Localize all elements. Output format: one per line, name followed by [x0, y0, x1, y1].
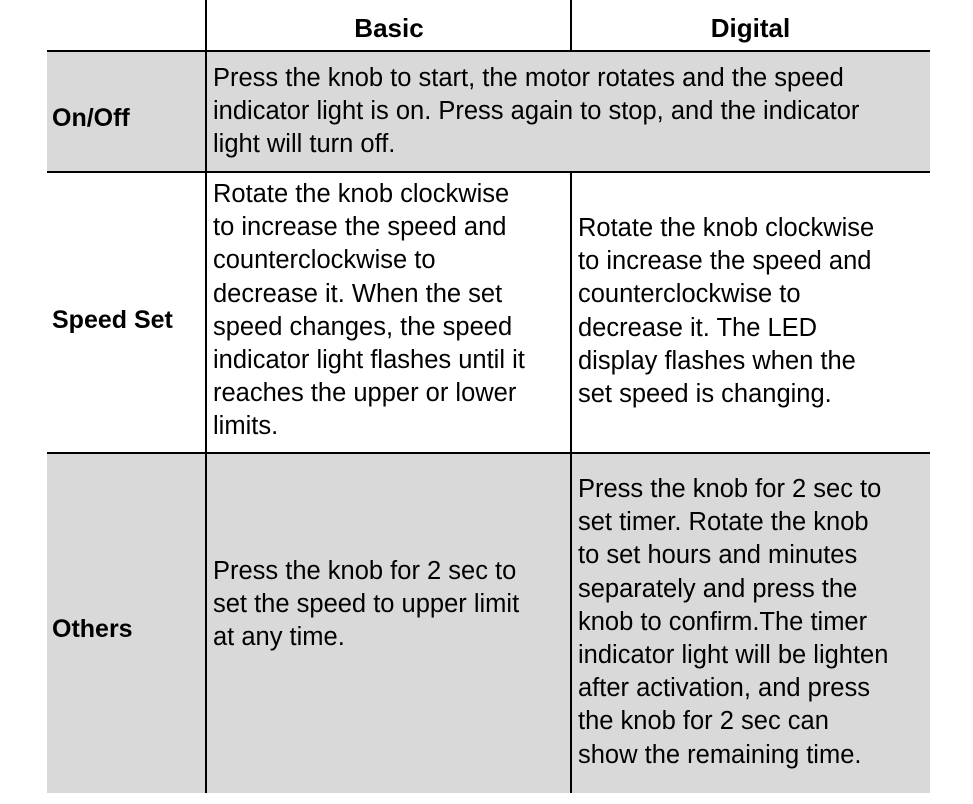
grid-line-column-divider — [570, 172, 572, 793]
cell-speed-set-digital: Rotate the knob clockwise to increase the speed and counterclockwise to decrease it. The LED display flashes when the set speed is changing. — [578, 214, 875, 409]
header-digital: Digital — [710, 12, 791, 43]
cell-speed-set-basic: Rotate the knob clockwise to increase the speed and counterclockwise to decrease it. When the set speed changes, the speed indicator light flashes until it reaches the upper or lower limits. — [213, 180, 525, 441]
cell-others-digital: Press the knob for 2 sec to set timer. Rotate the knob to set hours and minutes separately and press the knob to confirm.The timer indicator light will be lighten after activation, and press the knob for 2 sec can show the remaining time. — [578, 475, 889, 769]
grid-line-header-divider — [570, 0, 572, 51]
row-label-speed-set: Speed Set — [52, 306, 173, 334]
grid-line-label-column — [205, 0, 207, 793]
header-basic: Basic — [354, 12, 424, 43]
cell-others-basic: Press the knob for 2 sec to set the speed to upper limit at any time. — [213, 557, 520, 652]
cell-onoff-merged: Press the knob to start, the motor rotates and the speed indicator light is on. Press again to stop, and the indicator light will turn off. — [213, 64, 860, 159]
row-label-onoff: On/Off — [52, 104, 130, 132]
grid-line-speed-set-bottom — [47, 452, 930, 454]
row-label-others: Others — [52, 615, 133, 643]
grid-line-onoff-bottom — [47, 171, 930, 173]
grid-line-header-bottom — [47, 50, 930, 52]
